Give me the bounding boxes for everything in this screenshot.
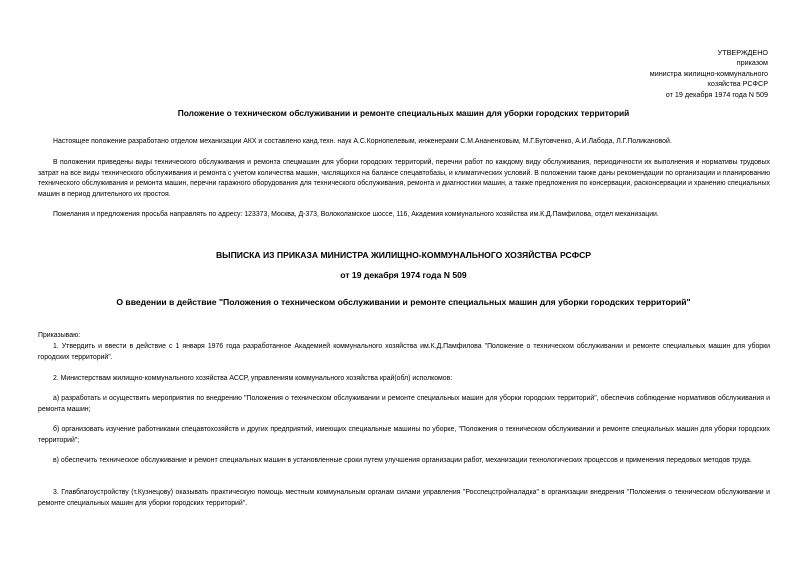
approval-line: от 19 декабря 1974 года N 509 (665, 89, 768, 99)
order-item: 2. Министерствам жилищно-коммунального хозяйства АССР, управлениям коммунального хозяйства край(обл) исполкомов: (53, 375, 453, 382)
extract-date: от 19 декабря 1974 года N 509 (340, 270, 467, 280)
intro-paragraph: В положении приведены виды технического обслуживания и ремонта спецмашин для уборки городских территорий, перечни работ по каждому виду обслуживания, периодичности их выполнения и нормативы трудовых затрат на все виды технического обслуживания и ремонта с учетом количества машин, числящихся на балансе спецавтобазы, и климатических условий. В положении также даны рекомендации по организации и планированию технического обслуживания и ремонта машин, перечни гаражного оборудования для технического обслуживания, ремонта и диагностики машин, а также предложения по консервации, расконсервации и хранению специальных машин в период длительного их простоя. (38, 159, 770, 198)
order-item: 3. Главблагоустройству (т.Кузнецову) оказывать практическую помощь местным коммунальным органам силами управления "Росспецстройналадка" в организации внедрения "Положения о техническом обслуживании и ремонте специальных машин для уборки городских территорий". (38, 489, 770, 507)
approval-line: УТВЕРЖДЕНО (717, 48, 768, 57)
intro-paragraph: Пожелания и предложения просьба направлять по адресу: 123373, Москва, Д-373, Волоколамское шоссе, 116, Академия коммунального хозяйства им.К.Д.Памфилова, отдел механизации. (53, 211, 659, 218)
approval-line: приказом (736, 58, 768, 68)
document-title: Положение о техническом обслуживании и ремонте специальных машин для уборки городских территорий (177, 108, 630, 118)
approval-stamp (650, 48, 768, 100)
approval-line: министра жилищно-коммунального (649, 68, 768, 78)
approval-line: хозяйства РСФСР (707, 79, 768, 89)
order-opening: Приказываю: (38, 332, 81, 339)
order-item: 1. Утвердить и ввести в действие с 1 января 1976 года разработанное Академией коммунального хозяйства им.К.Д.Памфилова "Положение о техническом обслуживании и ремонте специальных машин для уборки городских территорий". (38, 343, 770, 361)
extract-subject: О введении в действие "Положения о техническом обслуживании и ремонте специальных машин для уборки городских территорий" (116, 297, 691, 307)
order-item: в) обеспечить техническое обслуживание и ремонт специальных машин в установленные сроки путем улучшения организации работ, механизации технологических процессов и применения передовых методов труда. (53, 457, 752, 464)
extract-heading: ВЫПИСКА ИЗ ПРИКАЗА МИНИСТРА ЖИЛИЩНО-КОММУНАЛЬНОГО ХОЗЯЙСТВА РСФСР (215, 250, 592, 260)
order-item: б) организовать изучение работниками спецавтохозяйств и других предприятий, имеющих специальные машины по уборке, "Положения о техническом обслуживании и ремонте специальных машин для уборки городских территорий"; (38, 426, 770, 444)
intro-paragraph: Настоящее положение разработано отделом механизации АКХ и составлено канд.техн. наук А.С.Корнопелевым, инженерами С.М.Ананенковым, М.Г.Бутовченко, А.И.Лабода, Л.Г.Поликановой. (53, 138, 672, 145)
order-item: а) разработать и осуществить мероприятия по внедрению "Положения о техническом обслуживании и ремонте специальных машин для уборки городских территорий", обеспечив соблюдение нормативов обслуживания и ремонта машин; (38, 395, 770, 413)
